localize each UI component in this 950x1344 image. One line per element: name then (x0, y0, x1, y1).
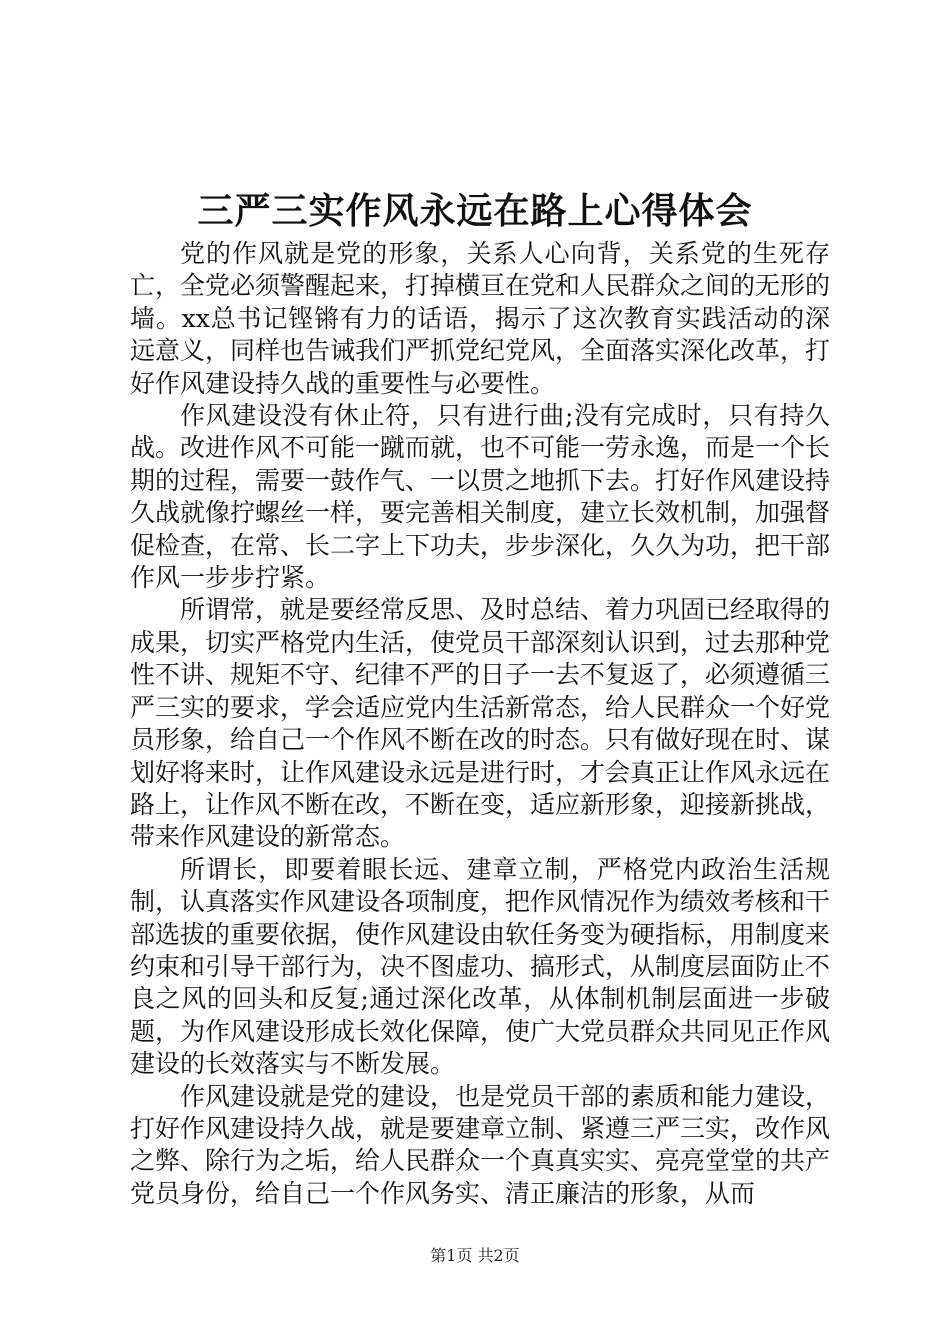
paragraph-1: 党的作风就是党的形象，关系人心向背，关系党的生死存亡，全党必须警醒起来，打掉横亘在党和人民群众之间的无形的墙。xx总书记铿锵有力的话语，揭示了这次教育实践活动的深远意义，同样也告诫我们严抓党纪党风，全面落实深化改革，打好作风建设持久战的重要性与必要性。 (130, 239, 831, 398)
document-body (130, 238, 830, 1210)
document-title: 三严三实作风永远在路上心得体会 (197, 190, 753, 232)
paragraph-3: 所谓常，就是要经常反思、及时总结、着力巩固已经取得的成果，切实严格党内生活，使党员干部深刻认识到，过去那种党性不讲、规矩不守、纪律不严的日子一去不复返了，必须遵循三严三实的要求，学会适应党内生活新常态，给人民群众一个好党员形象，给自己一个作风不断在改的时态。只有做好现在时、谋划好将来时，让作风建设永远是进行时，才会真正让作风永远在路上，让作风不断在改，不断在变，适应新形象，迎接新挑战，带来作风建设的新常态。 (130, 595, 831, 852)
paragraph-4: 所谓长，即要着眼长远、建章立制，严格党内政治生活规制，认真落实作风建设各项制度，把作风情况作为绩效考核和干部选拔的重要依据，使作风建设由软任务变为硬指标，用制度来约束和引导干部行为，决不图虚功、搞形式，从制度层面防止不良之风的回头和反复;通过深化改革，从体制机制层面进一步破题，为作风建设形成长效化保障，使广大党员群众共同见正作风建设的长效落实与不断发展。 (130, 854, 831, 1079)
page-footer: 第1页 共2页 (430, 1246, 520, 1265)
paragraph-5: 作风建设就是党的建设，也是党员干部的素质和能力建设，打好作风建设持久战，就是要建章立制、紧遵三严三实，改作风之弊、除行为之垢，给人民群众一个真真实实、亮亮堂堂的共产党员身份，给自己一个作风务实、清正廉洁的形象，从而 (130, 1081, 831, 1208)
paragraph-2: 作风建设没有休止符，只有进行曲;没有完成时，只有持久战。改进作风不可能一蹴而就，也不可能一劳永逸，而是一个长期的过程，需要一鼓作气、一以贯之地抓下去。打好作风建设持久战就像拧螺丝一样，要完善相关制度，建立长效机制，加强督促检查，在常、长二字上下功夫，步步深化，久久为功，把干部作风一步步拧紧。 (130, 401, 831, 593)
